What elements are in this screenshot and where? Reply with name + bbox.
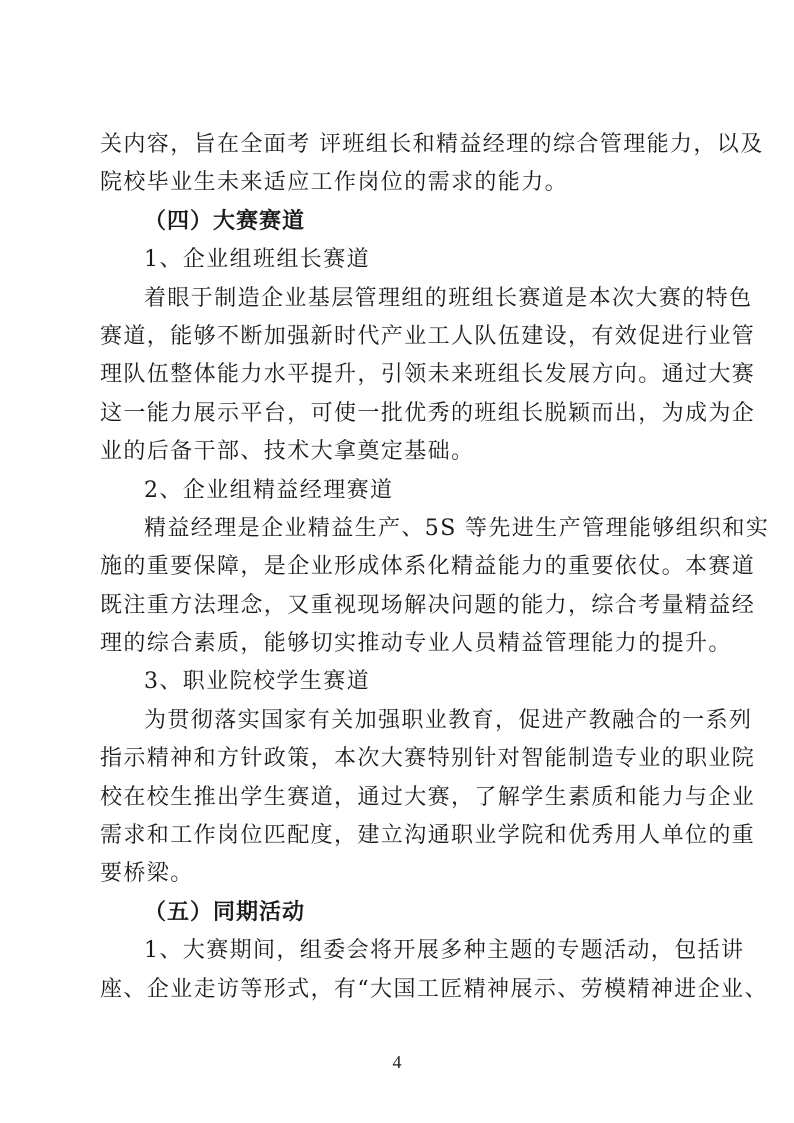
text-line: 着眼于制造企业基层管理组的班组长赛道是本次大赛的特色 (144, 285, 753, 311)
text-line: 需求和工作岗位匹配度，建立沟通职业学院和优秀用人单位的重 (100, 823, 756, 849)
text-line: 院校毕业生未来适应工作岗位的需求的能力。 (100, 170, 569, 196)
text-line: 3、职业院校学生赛道 (144, 669, 370, 695)
body-text (100, 126, 770, 1009)
text-line: 关内容，旨在全面考 评班组长和精益经理的综合管理能力，以及 (100, 132, 764, 157)
text-line: 1、大赛期间，组委会将开展多种主题的专题活动，包括讲 (144, 938, 745, 964)
text-line: 既注重方法理念，又重视现场解决问题的能力，综合考量精益经 (100, 592, 756, 618)
text-line: 理队伍整体能力水平提升，引领未来班组长发展方向。通过大赛 (100, 362, 756, 388)
page-number: 4 (392, 1052, 402, 1072)
text-line: 为贯彻落实国家有关加强职业教育，促进产教融合的一系列 (144, 707, 753, 733)
text-line: 这一能力展示平台，可使一批优秀的班组长脱颖而出，为成为企 (100, 400, 756, 426)
text-line: 施的重要保障，是企业形成体系化精益能力的重要依仗。本赛道 (100, 554, 756, 580)
text-line: 赛道，能够不断加强新时代产业工人队伍建设，有效促进行业管 (100, 323, 756, 349)
section-heading: （四）大赛赛道 (144, 208, 306, 234)
section-heading: （五）同期活动 (144, 899, 306, 925)
text-line: 1、企业组班组长赛道 (144, 247, 370, 273)
text-line: 2、企业组精益经理赛道 (144, 477, 394, 503)
text-line: 理的综合素质，能够切实推动专业人员精益管理能力的提升。 (100, 631, 732, 657)
text-line: 要桥梁。 (100, 861, 194, 887)
text-line: 指示精神和方针政策，本次大赛特别针对智能制造专业的职业院 (100, 746, 756, 772)
text-line: 精益经理是企业精益生产、5S 等先进生产管理能够组织和实 (144, 515, 770, 541)
text-line: 座、企业走访等形式，有“大国工匠精神展示、劳模精神进企业、 (100, 976, 768, 1002)
text-line: 校在校生推出学生赛道，通过大赛，了解学生素质和能力与企业 (100, 784, 756, 810)
text-line: 业的后备干部、技术大拿奠定基础。 (100, 439, 475, 465)
